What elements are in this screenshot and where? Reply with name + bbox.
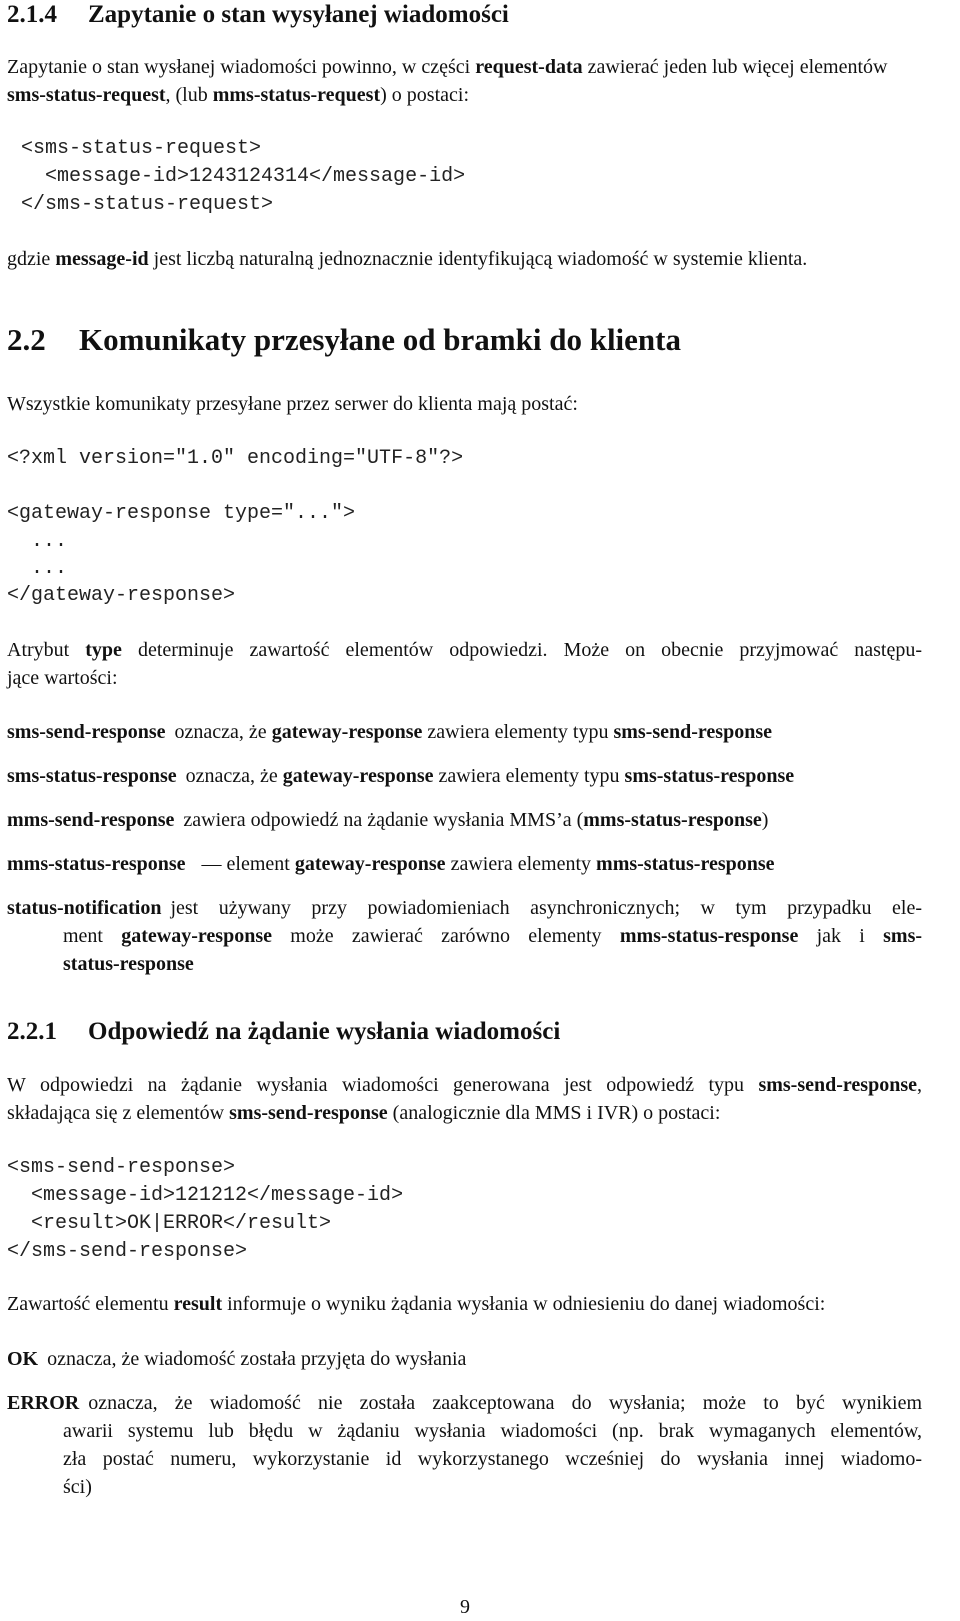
text-line: ści) (63, 1476, 92, 1498)
code-line: </sms-send-response> (7, 1240, 248, 1263)
code-line: <message-id>121212</message-id> (7, 1184, 404, 1207)
definition-term: sms-send-response (7, 721, 166, 743)
page-number: 9 (460, 1596, 470, 1618)
code-line: <gateway-response type="..."> (7, 502, 356, 525)
section-title: Zapytanie o stan wysyłanej wiadomości (88, 1, 509, 28)
section-heading-2-2-1 (7, 1017, 560, 1047)
code-line: <result>OK|ERROR</result> (7, 1212, 332, 1235)
paragraph-send-response-intro (7, 1071, 922, 1127)
paragraph-messages-intro: Wszystkie komunikaty przesyłane przez serwer do klienta mają postać: (7, 393, 578, 415)
code-block-send-response (7, 1154, 403, 1266)
paragraph-message-id: gdzie message-id jest liczbą naturalną jednoznacznie identyfikującą wiadomość w systemie klienta. (7, 248, 808, 270)
term-request-data: request-data (475, 56, 583, 78)
definition-term: sms-status-response (7, 765, 177, 787)
text-line: zła postać numeru, wykorzystanie id wykorzystanego wcześniej do wysłania innej wiadomo- (63, 1448, 922, 1470)
definition-item: sms-send-response oznacza, że gateway-response zawiera elementy typu sms-send-response (7, 721, 772, 743)
code-line: <sms-send-response> (7, 1156, 236, 1179)
code-line: <sms-status-request> (21, 137, 262, 160)
text-line: W odpowiedzi na żądanie wysłania wiadomości generowana jest odpowiedź typu sms-send-response, (7, 1074, 922, 1096)
definition-term: status-notification (7, 897, 162, 919)
definition-item: mms-status-response — element gateway-response zawiera elementy mms-status-response (7, 853, 775, 875)
term-sms-status-request: sms-status-request (7, 84, 166, 106)
section-number: 2.2.1 (7, 1018, 57, 1045)
term-type: type (85, 639, 122, 661)
term-message-id: message-id (55, 248, 149, 270)
definition-list-response-types (7, 718, 922, 978)
section-title: Odpowiedź na żądanie wysłania wiadomości (88, 1018, 561, 1045)
paragraph-result: Zawartość elementu result informuje o wyniku żądania wysłania w odniesieniu do danej wiadomości: (7, 1293, 826, 1315)
code-line: ... (7, 530, 68, 553)
text-line: ment gateway-response może zawierać zarówno elementy mms-status-response jak i sms- (63, 925, 923, 947)
definition-item: sms-status-response oznacza, że gateway-response zawiera elementy typu sms-status-response (7, 765, 795, 787)
definition-item-error (7, 1389, 922, 1501)
text-line: status-notification jest używany przy powiadomieniach asynchronicznych; w tym przypadku ele- (7, 897, 922, 919)
paragraph-type-attribute (7, 636, 922, 692)
text-line: ERROR oznacza, że wiadomość nie została zaakceptowana do wysłania; może to być wynikiem (7, 1392, 922, 1414)
text-line: jące wartości: (7, 667, 118, 689)
code-block-gateway-response (7, 500, 355, 610)
definition-item-status-notification (7, 894, 922, 978)
section-number: 2.1.4 (7, 1, 57, 28)
definition-term: mms-send-response (7, 809, 175, 831)
definition-term: OK (7, 1348, 39, 1370)
section-heading-2-1-4 (7, 0, 509, 30)
code-block-status-request (21, 135, 465, 219)
definition-item-ok: OK oznacza, że wiadomość została przyjęta do wysłania (7, 1348, 467, 1370)
text-line: Atrybut type determinuje zawartość elementów odpowiedzi. Może on obecnie przyjmować następu- (7, 639, 922, 661)
section-title: Komunikaty przesyłane od bramki do klienta (79, 322, 681, 357)
definition-item: mms-send-response zawiera odpowiedź na żądanie wysłania MMS’a (mms-status-response) (7, 809, 769, 831)
term-result: result (173, 1293, 223, 1315)
code-xml-declaration: <?xml version="1.0" encoding="UTF-8"?> (7, 447, 464, 470)
text-line: awarii systemu lub błędu w żądaniu wysłania wiadomości (np. brak wymaganych elementów, (63, 1420, 922, 1442)
text-line: składająca się z elementów sms-send-response (analogicznie dla MMS i IVR) o postaci: (7, 1102, 721, 1124)
definition-term: ERROR (7, 1392, 80, 1414)
term-mms-status-request: mms-status-request (212, 84, 381, 106)
code-line: </sms-status-request> (21, 193, 274, 216)
text-line: status-response (63, 953, 194, 975)
definition-term: mms-status-response (7, 853, 186, 875)
code-line: <message-id>1243124314</message-id> (21, 165, 466, 188)
section-number: 2.2 (7, 322, 46, 357)
section-heading-2-2 (7, 322, 681, 358)
code-line: ... (7, 557, 68, 580)
paragraph-status-intro: Zapytanie o stan wysłanej wiadomości powinno, w części request-data zawierać jeden lub więcej elementów sms-status-request, (lub mms-status-request) o postaci: (7, 56, 888, 106)
code-line: </gateway-response> (7, 584, 236, 607)
